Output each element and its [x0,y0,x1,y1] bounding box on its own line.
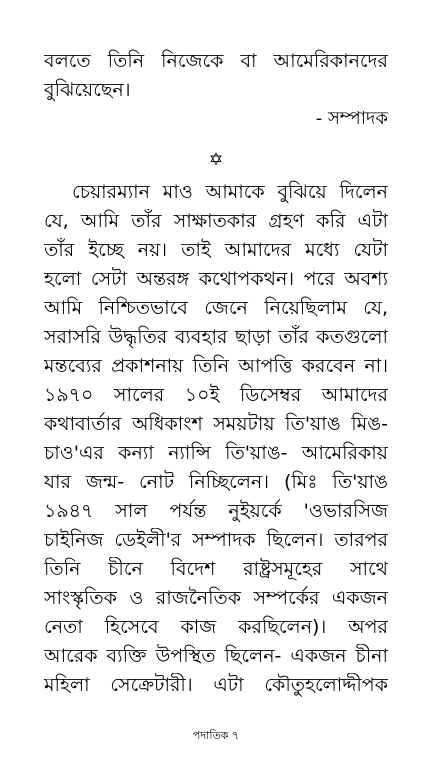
body-line-10: চাও'এর কন্যা ন্যান্সি তি'য়াঙ- আমেরিকায় [44,442,388,464]
body-line-8: ১৯৭০ সালের ১০ই ডিসেম্বর আমাদের [44,384,388,406]
body-line-11: যার জন্ম- নোট নিচ্ছিলেন। (মিঃ তি'য়াঙ [44,471,388,493]
body-line-16: নেতা হিসেবে কাজ করছিলেন)। অপর [44,616,388,638]
star-of-david-icon: ✡ [208,150,224,170]
body-line-1: চেয়ারম্যান মাও আমাকে বুঝিয়ে দিলেন [72,181,388,203]
body-line-2: যে, আমি তাঁর সাক্ষাতকার গ্রহণ করি এটা [44,210,388,232]
body-line-5: আমি নিশ্চিতভাবে জেনে নিয়েছিলাম যে, [44,297,388,319]
editor-attribution: - সম্পাদক [315,108,388,129]
body-line-18: মহিলা সেক্রেটারী। এটা কৌতুহলোদ্দীপক [44,674,388,696]
body-line-9: কথাবার্তার অধিকাংশ সময়টায় তি'য়াঙ মিঙ- [44,413,388,435]
body-line-7: মন্তব্যের প্রকাশনায় তিনি আপত্তি করবেন না। [44,355,388,377]
preface-line-1: বলতে তিনি নিজেকে বা আমেরিকানদের [44,50,388,72]
preface-line-2: বুঝিয়েছেন। [44,79,131,101]
body-line-12: ১৯৪৭ সাল পর্যন্ত নুইয়র্কে 'ওভারসিজ [44,500,388,522]
body-line-6: সরাসরি উদ্ধৃতির ব্যবহার ছাড়া তাঁর কতগুলো [44,326,388,348]
body-line-14: তিনি চীনে বিদেশ রাষ্ট্রসমূহের সাথে [44,558,388,580]
body-line-17: আরেক ব্যক্তি উপস্থিত ছিলেন- একজন চীনা [44,645,388,667]
body-line-3: তাঁর ইচ্ছে নয়। তাই আমাদের মধ্যে যেটা [44,239,388,261]
body-line-4: হলো সেটা অন্তরঙ্গ কথোপকথন। পরে অবশ্য [44,268,388,290]
body-line-13: চাইনিজ ডেইলী'র সম্পাদক ছিলেন। তারপর [44,529,388,551]
body-line-15: সাংস্কৃতিক ও রাজনৈতিক সম্পর্কের একজন [44,587,388,609]
page-footer: পদাতিক ৭ [192,729,240,742]
